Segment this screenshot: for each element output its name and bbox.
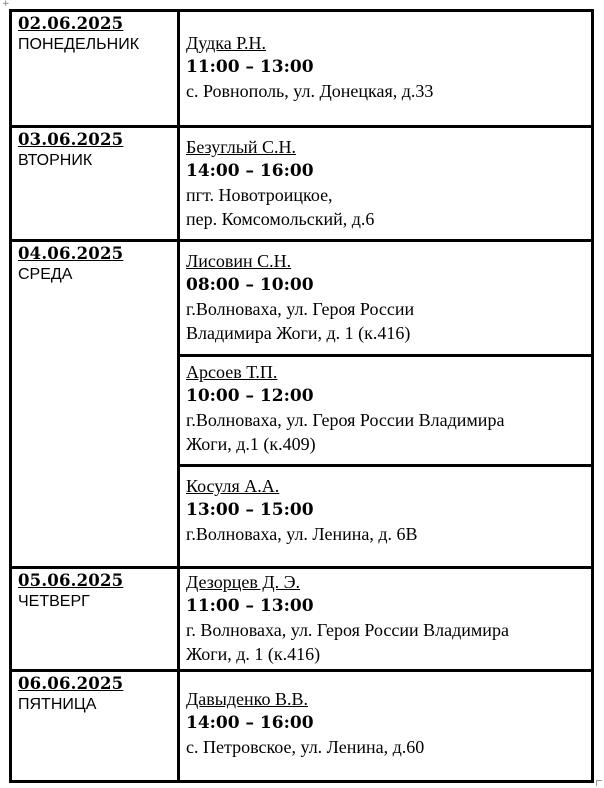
specialist-name: Косуля А.А. bbox=[186, 476, 280, 496]
date-label: 04.06.2025 bbox=[18, 244, 124, 263]
time-range: 14:00 – 16:00 bbox=[186, 161, 314, 181]
day-cell bbox=[11, 11, 179, 127]
day-cell bbox=[11, 568, 179, 671]
table-row bbox=[11, 241, 593, 356]
address-line: с. Ровнополь, ул. Донецкая, д.33 bbox=[186, 81, 434, 101]
address-line: г.Волноваха, ул. Ленина, д. 6В bbox=[186, 524, 418, 544]
table-row bbox=[11, 127, 593, 241]
time-range: 14:00 – 16:00 bbox=[186, 713, 314, 733]
address-line: г.Волноваха, ул. Героя России Владимира bbox=[186, 410, 505, 430]
date-label: 06.06.2025 bbox=[18, 674, 124, 693]
entry-cell bbox=[179, 671, 593, 782]
entry-cell bbox=[179, 11, 593, 127]
day-cell bbox=[11, 241, 179, 568]
specialist-name: Арсоев Т.П. bbox=[186, 362, 278, 382]
weekday-label: СРЕДА bbox=[18, 266, 73, 283]
time-range: 10:00 – 12:00 bbox=[186, 386, 314, 406]
specialist-name: Давыденко В.В. bbox=[186, 689, 308, 709]
address-line: с. Петровское, ул. Ленина, д.60 bbox=[186, 737, 425, 757]
specialist-name: Безуглый С.Н. bbox=[186, 137, 296, 157]
entry-cell bbox=[179, 568, 593, 671]
address-line: Жоги, д. 1 (к.416) bbox=[186, 644, 321, 664]
specialist-name: Лисовин С.Н. bbox=[186, 251, 292, 271]
address-line: Владимира Жоги, д. 1 (к.416) bbox=[186, 323, 411, 343]
day-cell bbox=[11, 671, 179, 782]
table-row bbox=[11, 568, 593, 671]
date-label: 03.06.2025 bbox=[18, 130, 124, 149]
address-line: г. Волноваха, ул. Героя России Владимира bbox=[186, 620, 509, 640]
time-range: 11:00 – 13:00 bbox=[186, 596, 314, 616]
specialist-name: Дудка Р.Н. bbox=[186, 33, 267, 53]
table-row bbox=[11, 11, 593, 127]
address-line: пер. Комсомольский, д.6 bbox=[186, 209, 375, 229]
date-label: 05.06.2025 bbox=[18, 571, 124, 590]
table-move-handle-icon: + bbox=[2, 0, 10, 9]
weekday-label: ПЯТНИЦА bbox=[18, 696, 97, 713]
entry-cell bbox=[179, 127, 593, 241]
weekday-label: ВТОРНИК bbox=[18, 152, 93, 169]
weekday-label: ПОНЕДЕЛЬНИК bbox=[18, 36, 140, 53]
address-line: Жоги, д.1 (к.409) bbox=[186, 434, 316, 454]
table-row bbox=[11, 671, 593, 782]
day-cell bbox=[11, 127, 179, 241]
time-range: 11:00 – 13:00 bbox=[186, 57, 314, 77]
entry-cell bbox=[179, 241, 593, 356]
address-line: пгт. Новотроицкое, bbox=[186, 185, 333, 205]
entry-cell bbox=[179, 356, 593, 466]
table-resize-handle-icon bbox=[596, 780, 602, 786]
date-label: 02.06.2025 bbox=[18, 14, 124, 33]
specialist-name: Дезорцев Д. Э. bbox=[186, 572, 300, 592]
schedule-table bbox=[9, 9, 594, 783]
time-range: 13:00 – 15:00 bbox=[186, 500, 314, 520]
time-range: 08:00 – 10:00 bbox=[186, 275, 314, 295]
address-line: г.Волноваха, ул. Героя России bbox=[186, 299, 415, 319]
weekday-label: ЧЕТВЕРГ bbox=[18, 593, 90, 610]
entry-cell bbox=[179, 466, 593, 568]
